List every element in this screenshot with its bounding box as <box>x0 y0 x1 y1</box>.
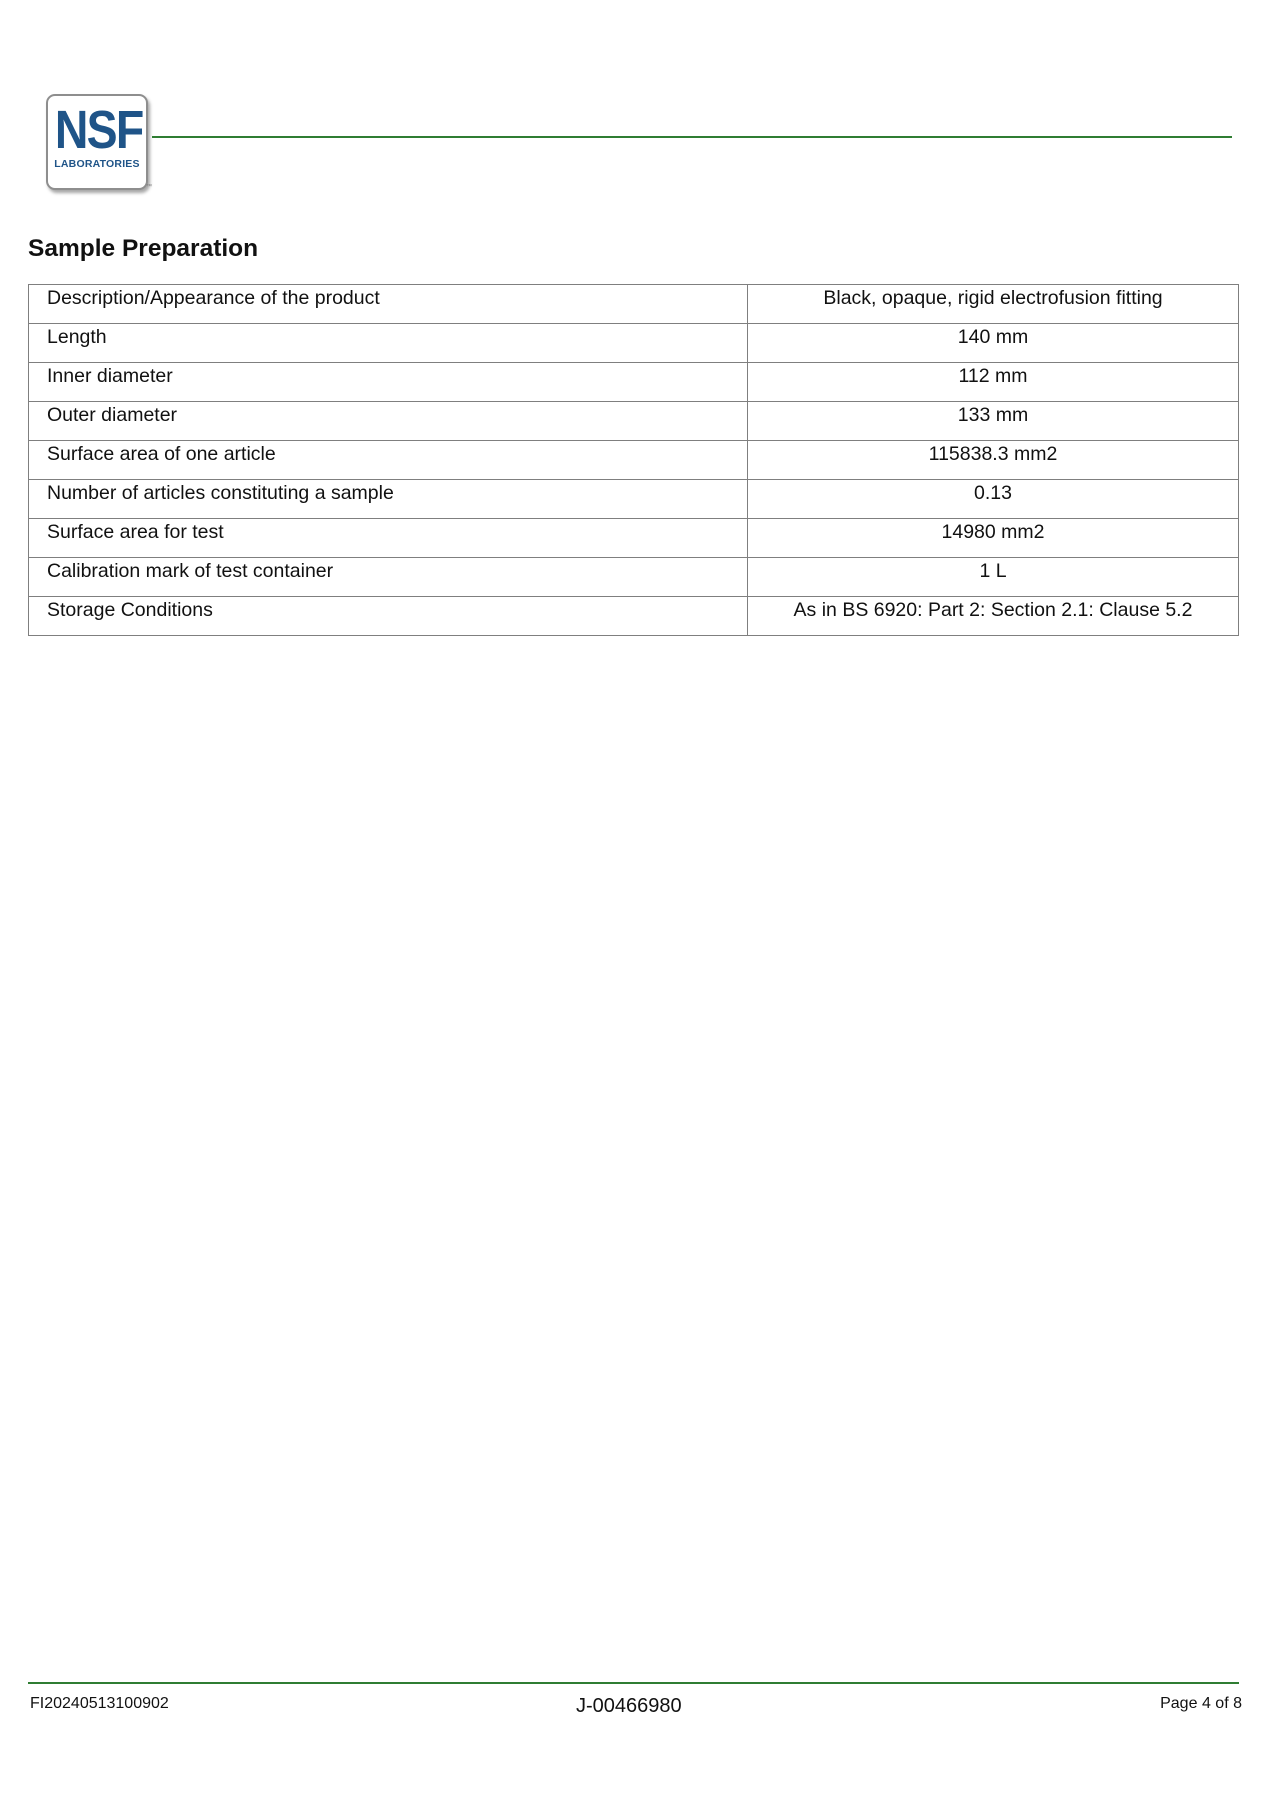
row-value: 0.13 <box>748 480 1239 519</box>
footer-divider <box>28 1682 1239 1684</box>
table-row <box>29 324 1239 363</box>
row-value: As in BS 6920: Part 2: Section 2.1: Clause 5.2 <box>748 597 1239 636</box>
row-label: Surface area for test <box>29 519 748 558</box>
row-value: Black, opaque, rigid electrofusion fitting <box>748 285 1239 324</box>
sample-preparation-table <box>28 284 1239 636</box>
row-value: 133 mm <box>748 402 1239 441</box>
row-value: 112 mm <box>748 363 1239 402</box>
logo-subtitle: LABORATORIES <box>54 158 140 170</box>
table-row <box>29 285 1239 324</box>
table-row <box>29 480 1239 519</box>
table-row <box>29 558 1239 597</box>
section-title: Sample Preparation <box>28 235 259 262</box>
page-current: 4 <box>1201 1695 1211 1712</box>
document-id: FI20240513100902 <box>30 1695 169 1712</box>
logo-wordmark: NSF <box>54 100 143 160</box>
nsf-laboratories-logo <box>46 94 148 190</box>
header-divider <box>152 136 1232 138</box>
row-value: 1 L <box>748 558 1239 597</box>
page-indicator <box>1160 1694 1242 1714</box>
row-label: Inner diameter <box>29 363 748 402</box>
page-of: of <box>1215 1695 1229 1712</box>
table-row <box>29 441 1239 480</box>
row-label: Storage Conditions <box>29 597 748 636</box>
table-row <box>29 519 1239 558</box>
logo-trademark: ™ <box>146 184 152 190</box>
table-row <box>29 597 1239 636</box>
page-prefix: Page <box>1160 1695 1198 1712</box>
row-label: Length <box>29 324 748 363</box>
page-total: 8 <box>1233 1695 1242 1712</box>
table-row <box>29 363 1239 402</box>
row-label: Number of articles constituting a sample <box>29 480 748 519</box>
table-row <box>29 402 1239 441</box>
row-value: 140 mm <box>748 324 1239 363</box>
row-label: Calibration mark of test container <box>29 558 748 597</box>
job-number: J-00466980 <box>576 1695 682 1717</box>
row-label: Surface area of one article <box>29 441 748 480</box>
row-value: 115838.3 mm2 <box>748 441 1239 480</box>
row-value: 14980 mm2 <box>748 519 1239 558</box>
row-label: Description/Appearance of the product <box>29 285 748 324</box>
row-label: Outer diameter <box>29 402 748 441</box>
